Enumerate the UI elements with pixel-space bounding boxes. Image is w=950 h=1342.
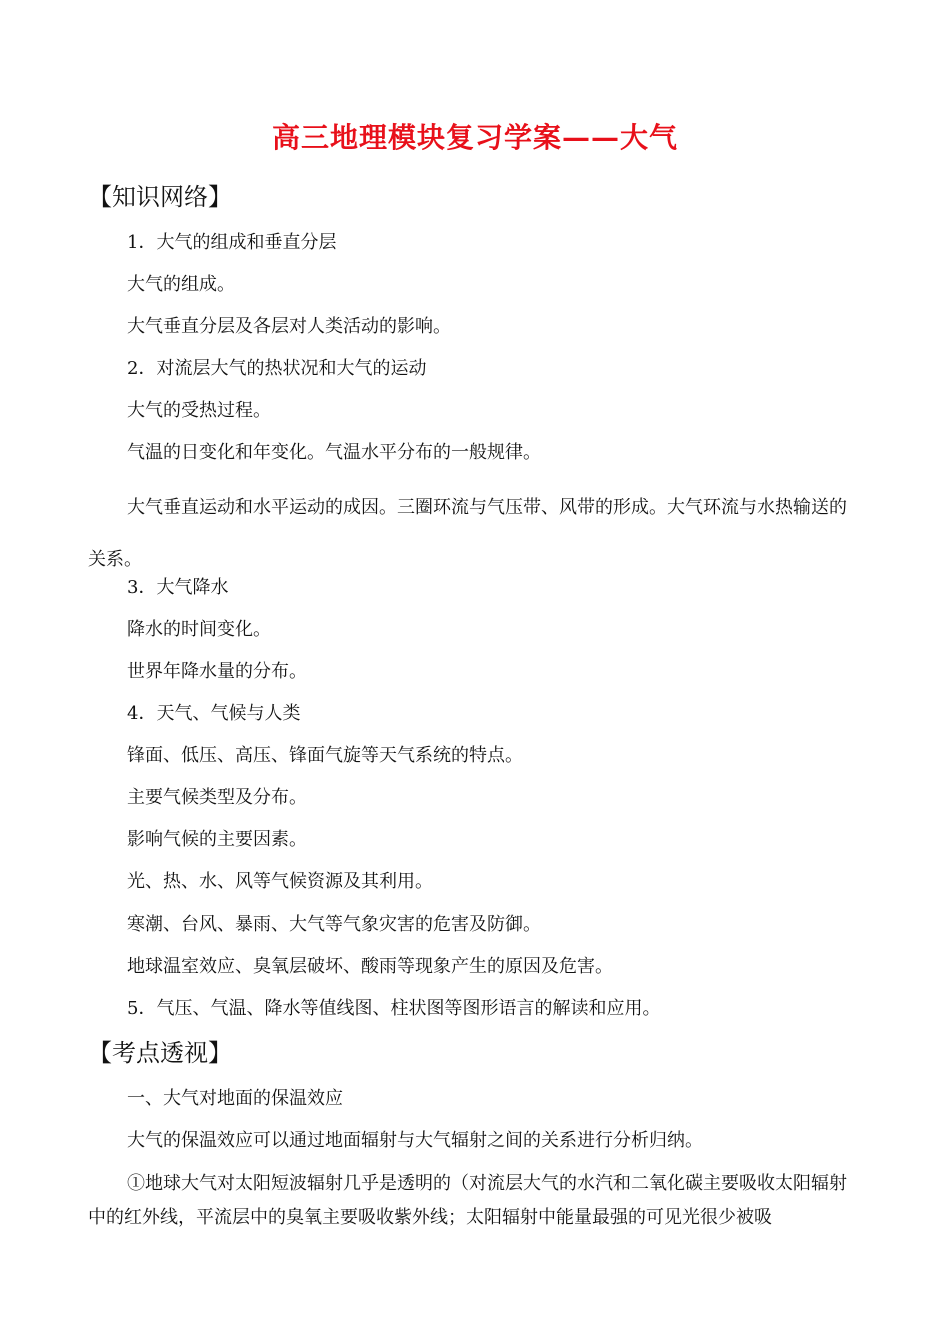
text-paragraph: 大气垂直运动和水平运动的成因。三圈环流与气压带、风带的形成。大气环流与水热输送的关系。 [88,497,847,570]
text-line: 一、大气对地面的保温效应 [127,1088,343,1109]
text-line: 降水的时间变化。 [127,619,271,640]
text-paragraph: ①地球大气对太阳短波辐射几乎是透明的（对流层大气的水汽和二氧化碳主要吸收太阳辐射中的红外线，平流层中的臭氧主要吸收紫外线；太阳辐射中能量最强的可见光很少被吸 [88,1173,847,1228]
text-line: 主要气候类型及分布。 [127,787,307,808]
text-line: 3．大气降水 [127,577,229,598]
text-line: 5．气压、气温、降水等值线图、柱状图等图形语言的解读和应用。 [127,998,661,1019]
text-line: 光、热、水、风等气候资源及其利用。 [127,871,433,892]
section-heading-exam-points: 【考点透视】 [88,1039,232,1067]
text-line: 大气的受热过程。 [127,400,271,421]
text-line: 气温的日变化和年变化。气温水平分布的一般规律。 [127,442,541,463]
text-line: 锋面、低压、高压、锋面气旋等天气系统的特点。 [127,745,523,766]
text-line: 寒潮、台风、暴雨、大气等气象灾害的危害及防御。 [127,914,541,935]
document-title: 高三地理模块复习学案——大气 [271,121,678,154]
text-line: 2．对流层大气的热状况和大气的运动 [127,358,427,379]
text-line: 4．天气、气候与人类 [127,703,301,724]
text-line: 大气的保温效应可以通过地面辐射与大气辐射之间的关系进行分析归纳。 [127,1130,703,1151]
text-line: 大气的组成。 [127,274,235,295]
text-line: 大气垂直分层及各层对人类活动的影响。 [127,316,451,337]
text-line: 影响气候的主要因素。 [127,829,307,850]
text-line: 1．大气的组成和垂直分层 [127,232,337,253]
text-line: 世界年降水量的分布。 [127,661,307,682]
section-heading-knowledge-network: 【知识网络】 [88,183,232,211]
text-line: 地球温室效应、臭氧层破坏、酸雨等现象产生的原因及危害。 [127,956,613,977]
